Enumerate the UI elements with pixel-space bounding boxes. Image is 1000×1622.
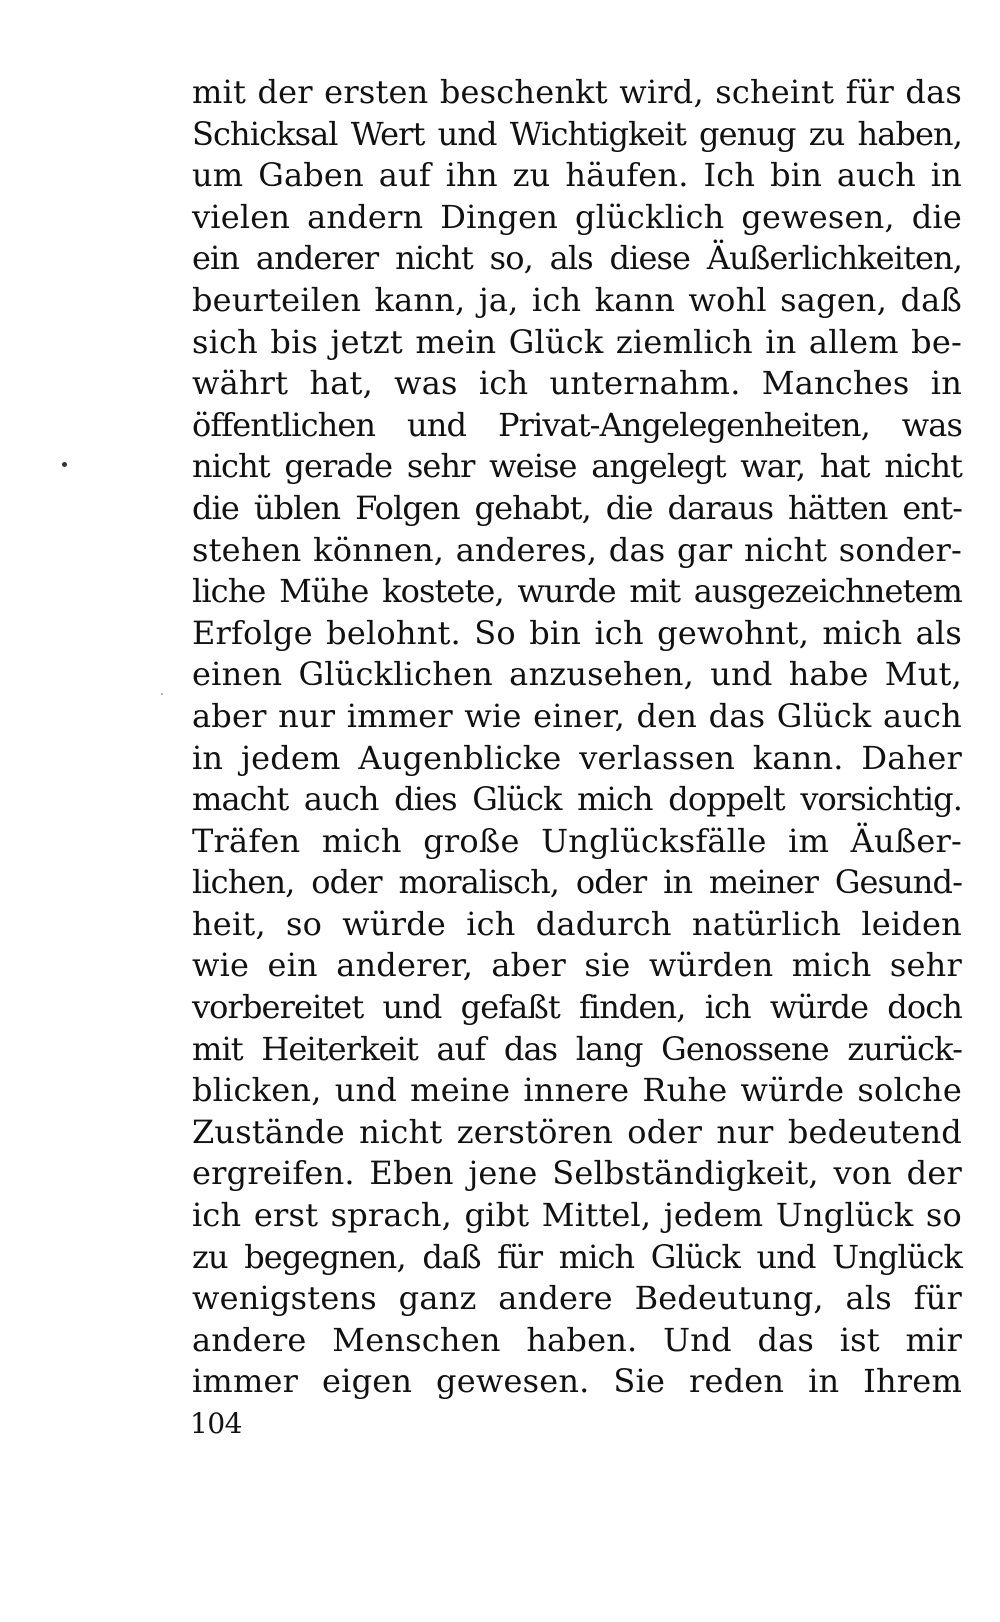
text-line: aber nur immer wie einer, den das Glück auch <box>192 696 962 735</box>
text-line: Träfen mich große Unglücksfälle im Äußer- <box>192 821 962 860</box>
text-line: Erfolge belohnt. So bin ich gewohnt, mich als <box>192 613 962 652</box>
page-number: 104 <box>190 1407 242 1440</box>
text-line: ich erst sprach, gibt Mittel, jedem Unglück so <box>192 1196 962 1235</box>
text-line: in jedem Augenblicke verlassen kann. Daher <box>192 738 962 777</box>
text-line: nicht gerade sehr weise angelegt war, hat nicht <box>192 447 962 486</box>
text-line: liche Mühe kostete, wurde mit ausgezeichnetem <box>192 572 962 611</box>
text-line: währt hat, was ich unternahm. Manches in <box>192 364 962 403</box>
text-line: wenigstens ganz andere Bedeutung, als für <box>192 1279 962 1318</box>
text-line: wie ein anderer, aber sie würden mich sehr <box>192 946 962 985</box>
ink-speck <box>62 462 67 467</box>
ink-speck <box>161 693 163 695</box>
text-line: mit der ersten beschenkt wird, scheint für das <box>192 73 962 111</box>
text-line: immer eigen gewesen. Sie reden in Ihrem <box>192 1362 962 1401</box>
body-text <box>192 72 962 1403</box>
text-line: zu begegnen, daß für mich Glück und Unglück <box>192 1237 962 1276</box>
text-line: ein anderer nicht so, als diese Äußerlichkeiten, <box>192 239 962 278</box>
text-line: um Gaben auf ihn zu häufen. Ich bin auch in <box>192 156 962 195</box>
text-line: öffentlichen und Privat-Angelegenheiten, was <box>192 405 962 444</box>
text-line: stehen können, anderes, das gar nicht sonder- <box>192 530 962 569</box>
text-line: beurteilen kann, ja, ich kann wohl sagen, daß <box>192 280 962 319</box>
text-line: Zustände nicht zerstören oder nur bedeutend <box>192 1112 962 1151</box>
text-line: vorbereitet und gefaßt finden, ich würde doch <box>192 988 962 1027</box>
text-line: heit, so würde ich dadurch natürlich leiden <box>192 904 962 943</box>
text-line: andere Menschen haben. Und das ist mir <box>192 1320 962 1359</box>
text-line: einen Glücklichen anzusehen, und habe Mut, <box>192 655 962 694</box>
text-line: Schicksal Wert und Wichtigkeit genug zu haben, <box>192 114 962 153</box>
text-line: mit Heiterkeit auf das lang Genossene zurück- <box>192 1029 962 1068</box>
text-line: sich bis jetzt mein Glück ziemlich in allem be- <box>192 322 962 361</box>
text-line: ergreifen. Eben jene Selbständigkeit, von der <box>192 1154 962 1193</box>
text-line: vielen andern Dingen glücklich gewesen, die <box>192 197 962 236</box>
text-line: die üblen Folgen gehabt, die daraus hätten ent- <box>192 488 962 527</box>
text-line: macht auch dies Glück mich doppelt vorsichtig. <box>192 780 962 819</box>
text-line: lichen, oder moralisch, oder in meiner Gesund- <box>192 863 962 902</box>
text-line: blicken, und meine innere Ruhe würde solche <box>192 1071 962 1110</box>
